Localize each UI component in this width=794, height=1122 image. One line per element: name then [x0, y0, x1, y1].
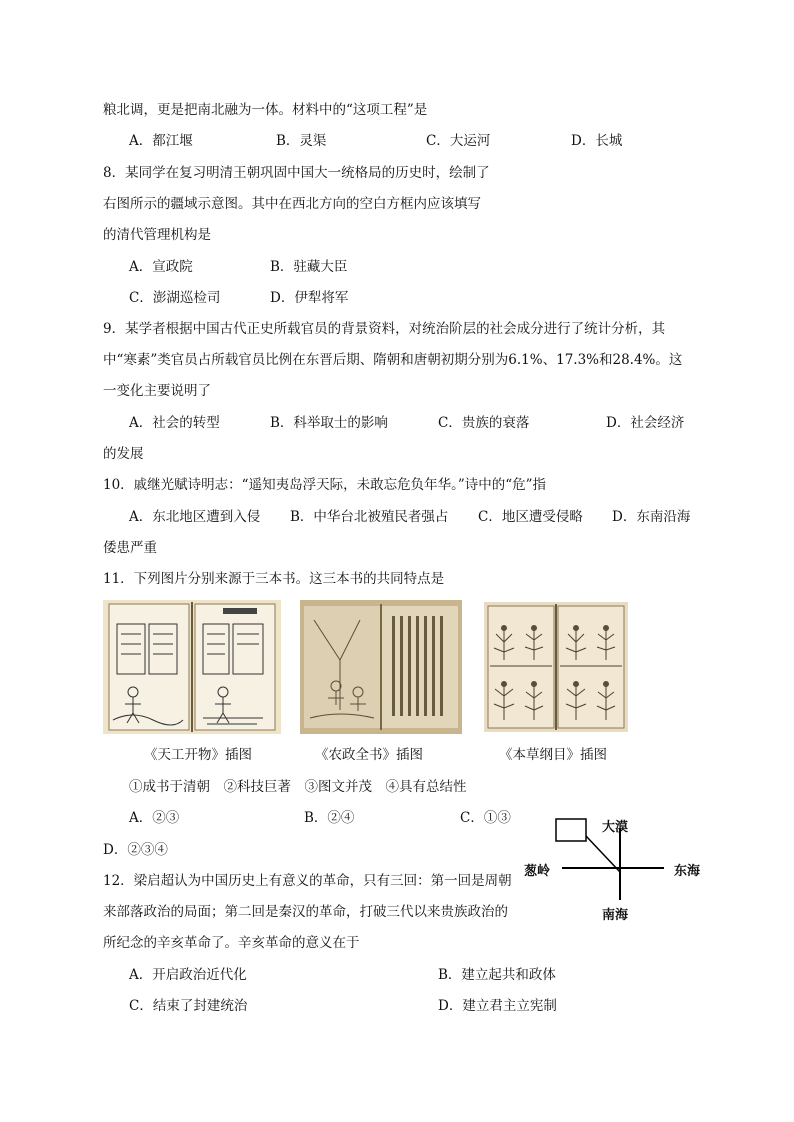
question-9-line3: 一变化主要说明了 — [103, 383, 211, 399]
option-b[interactable]: B．②④ — [304, 810, 355, 826]
option-d-wrap: 的发展 — [103, 446, 144, 462]
caption-nongzheng-quanshu: 《农政全书》插图 — [315, 747, 423, 763]
tiangong-kaiwu-illustration — [103, 600, 281, 734]
option-c[interactable]: C．贵族的衰落 — [438, 415, 530, 431]
map-label-west: 葱岭 — [524, 864, 551, 879]
question-12-line2: 来部落政治的局面；第二回是秦汉的革命，打破三代以来贵族政治的 — [103, 904, 508, 920]
map-label-south: 南海 — [602, 908, 629, 923]
blank-answer-box — [556, 819, 586, 841]
option-d[interactable]: D．②③④ — [103, 842, 168, 858]
question-9-line1: 9．某学者根据中国古代正史所载官员的背景资料，对统治阶层的社会成分进行了统计分析，其 — [103, 321, 666, 337]
option-a[interactable]: A．宣政院 — [129, 259, 193, 275]
option-d[interactable]: D．社会经济 — [606, 415, 685, 431]
option-c[interactable]: C．澎湖巡检司 — [129, 290, 221, 306]
question-11-statements: ①成书于清朝 ②科技巨著 ③图文并茂 ④具有总结性 — [129, 779, 467, 795]
option-c[interactable]: C．地区遭受侵略 — [478, 509, 583, 525]
question-8-line3: 的清代管理机构是 — [103, 227, 211, 243]
question-7-tail: 粮北调，更是把南北融为一体。材料中的“这项工程”是 — [103, 102, 428, 118]
nongzheng-quanshu-illustration — [300, 600, 462, 734]
option-b[interactable]: B．中华台北被殖民者强占 — [290, 509, 449, 525]
option-d[interactable]: D．建立君主立宪制 — [438, 998, 557, 1014]
territory-sketch-map — [522, 812, 722, 922]
option-d[interactable]: D．伊犁将军 — [270, 290, 349, 306]
option-a[interactable]: A．社会的转型 — [129, 415, 220, 431]
question-12-line3: 所纪念的辛亥革命了。辛亥革命的意义在于 — [103, 935, 360, 951]
caption-tiangong-kaiwu: 《天工开物》插图 — [144, 747, 252, 763]
option-b[interactable]: B．驻藏大臣 — [270, 259, 348, 275]
caption-bencao-gangmu: 《本草纲目》插图 — [499, 747, 607, 763]
bencao-gangmu-illustration — [484, 602, 628, 732]
option-a[interactable]: A．②③ — [129, 810, 180, 826]
option-c[interactable]: C．大运河 — [426, 133, 491, 149]
option-a[interactable]: A．开启政治近代化 — [129, 967, 247, 983]
option-a[interactable]: A．东北地区遭到入侵 — [129, 509, 261, 525]
option-b[interactable]: B．科举取士的影响 — [270, 415, 388, 431]
option-b[interactable]: B．建立起共和政体 — [438, 967, 556, 983]
option-d[interactable]: D．东南沿海 — [612, 509, 691, 525]
map-label-east: 东海 — [674, 864, 701, 879]
map-label-north: 大漠 — [602, 820, 629, 835]
question-8-line1: 8．某同学在复习明清王朝巩固中国大一统格局的历史时，绘制了 — [103, 165, 490, 181]
option-c[interactable]: C．结束了封建统治 — [129, 998, 248, 1014]
option-b[interactable]: B．灵渠 — [276, 133, 327, 149]
option-d[interactable]: D．长城 — [571, 133, 623, 149]
option-a[interactable]: A．都江堰 — [129, 133, 193, 149]
question-12-line1: 12．梁启超认为中国历史上有意义的革命，只有三回：第一回是周朝 — [103, 873, 512, 889]
question-10-line: 10．戚继光赋诗明志：“遥知夷岛浮天际，未敢忘危负年华。”诗中的“危”指 — [103, 477, 547, 493]
option-d-wrap: 倭患严重 — [103, 540, 157, 556]
question-9-line2: 中“寒素”类官员占所载官员比例在东晋后期、隋朝和唐朝初期分别为6.1%、17.3%和28.4%。这 — [103, 352, 683, 368]
question-11-line: 11．下列图片分别来源于三本书。这三本书的共同特点是 — [103, 571, 445, 587]
question-8-line2: 右图所示的疆域示意图。其中在西北方向的空白方框内应该填写 — [103, 196, 481, 212]
option-c[interactable]: C．①③ — [460, 810, 511, 826]
